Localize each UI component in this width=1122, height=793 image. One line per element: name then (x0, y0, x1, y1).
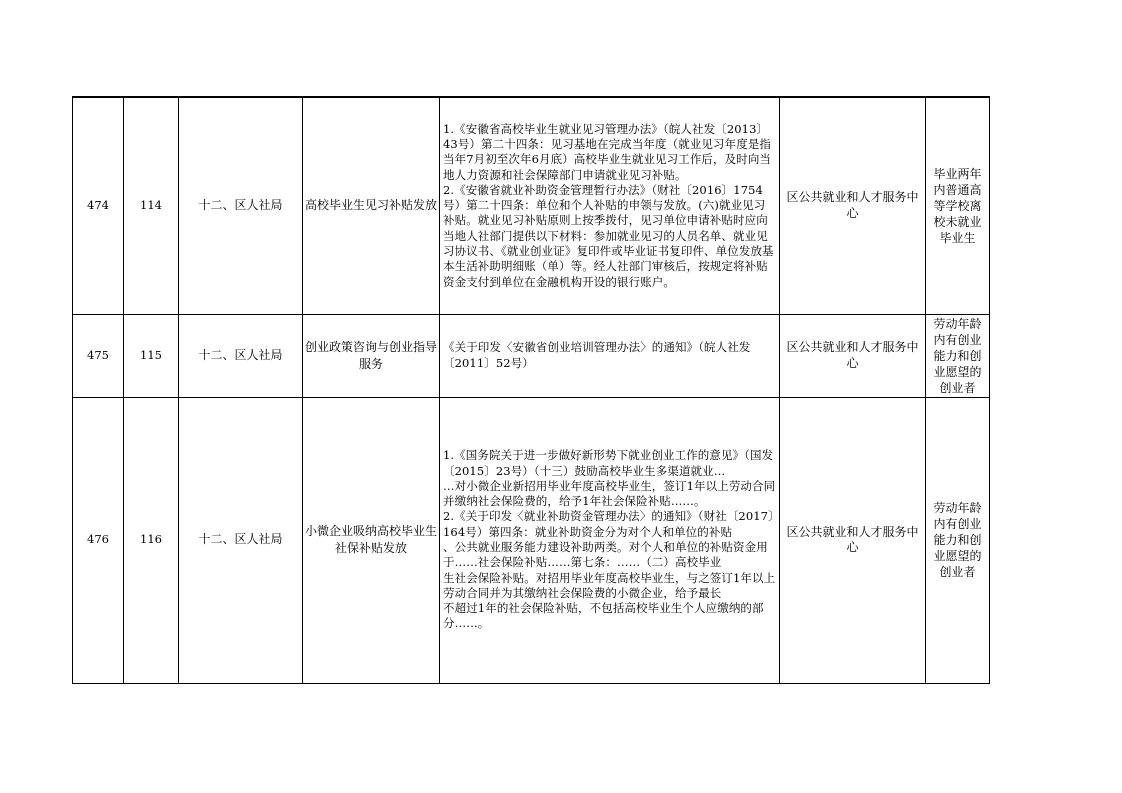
agency-cell: 区公共就业和人才服务中心 (780, 97, 926, 314)
dept-cell: 十二、区人社局 (179, 397, 303, 683)
item-cell: 小微企业吸纳高校毕业生社保补贴发放 (303, 397, 440, 683)
dept-cell: 十二、区人社局 (179, 97, 303, 314)
table-row (73, 97, 990, 314)
basis-cell: 《关于印发〈安徽省创业培训管理办法〉的通知》（皖人社发〔2011〕52号） (440, 314, 780, 397)
service-table (72, 96, 990, 684)
table-row (73, 314, 990, 397)
seq-cell: 474 (73, 97, 124, 314)
item-cell: 创业政策咨询与创业指导服务 (303, 314, 440, 397)
item-cell: 高校毕业生见习补贴发放 (303, 97, 440, 314)
basis-cell: 1.《安徽省高校毕业生就业见习管理办法》（皖人社发〔2013〕43号）第二十四条：见习基地在完成当年度（就业见习年度是指当年7月初至次年6月底）高校毕业生就业见习工作后，及时向当地人力资源和社会保障部门申请就业见习补贴。 2.《安徽省就业补助资金管理暂行办法》（财社〔2016〕1754号）第二十四条：单位和个人补贴的申领与发放。(六)就业见习补贴。就业见习补贴原则上按季拨付，见习单位申请补贴时应向当地人社部门提供以下材料：参加就业见习的人员名单、就业见习协议书、《就业创业证》复印件或毕业证书复印件、单位发放基本生活补助明细账（单）等。经人社部门审核后，按规定将补贴资金支付到单位在金融机构开设的银行账户。 (440, 97, 780, 314)
sub-seq-cell: 115 (124, 314, 179, 397)
seq-cell: 476 (73, 397, 124, 683)
target-cell: 毕业两年内普通高等学校离校未就业毕业生 (926, 97, 990, 314)
target-cell: 劳动年龄内有创业能力和创业愿望的创业者 (926, 314, 990, 397)
sub-seq-cell: 116 (124, 397, 179, 683)
sub-seq-cell: 114 (124, 97, 179, 314)
target-cell: 劳动年龄内有创业能力和创业愿望的创业者 (926, 397, 990, 683)
table-row (73, 397, 990, 683)
dept-cell: 十二、区人社局 (179, 314, 303, 397)
basis-cell: 1.《国务院关于进一步做好新形势下就业创业工作的意见》（国发〔2015〕23号）（十三）鼓励高校毕业生多渠道就业… …对小微企业新招用毕业年度高校毕业生，签订1年以上劳动合同并缴纳社会保险费的，给予1年社会保险补贴……。 2.《关于印发〈就业补助资金管理办法〉的通知》（财社〔2017〕164号）第四条：就业补助资金分为对个人和单位的补贴 、公共就业服务能力建设补助两类。对个人和单位的补贴资金用于……社会保险补贴……第七条：……（二）高校毕业 生社会保险补贴。对招用毕业年度高校毕业生，与之签订1年以上劳动合同并为其缴纳社会保险费的小微企业，给予最长 不超过1年的社会保险补贴，不包括高校毕业生个人应缴纳的部分……。 (440, 397, 780, 683)
agency-cell: 区公共就业和人才服务中心 (780, 397, 926, 683)
seq-cell: 475 (73, 314, 124, 397)
agency-cell: 区公共就业和人才服务中心 (780, 314, 926, 397)
